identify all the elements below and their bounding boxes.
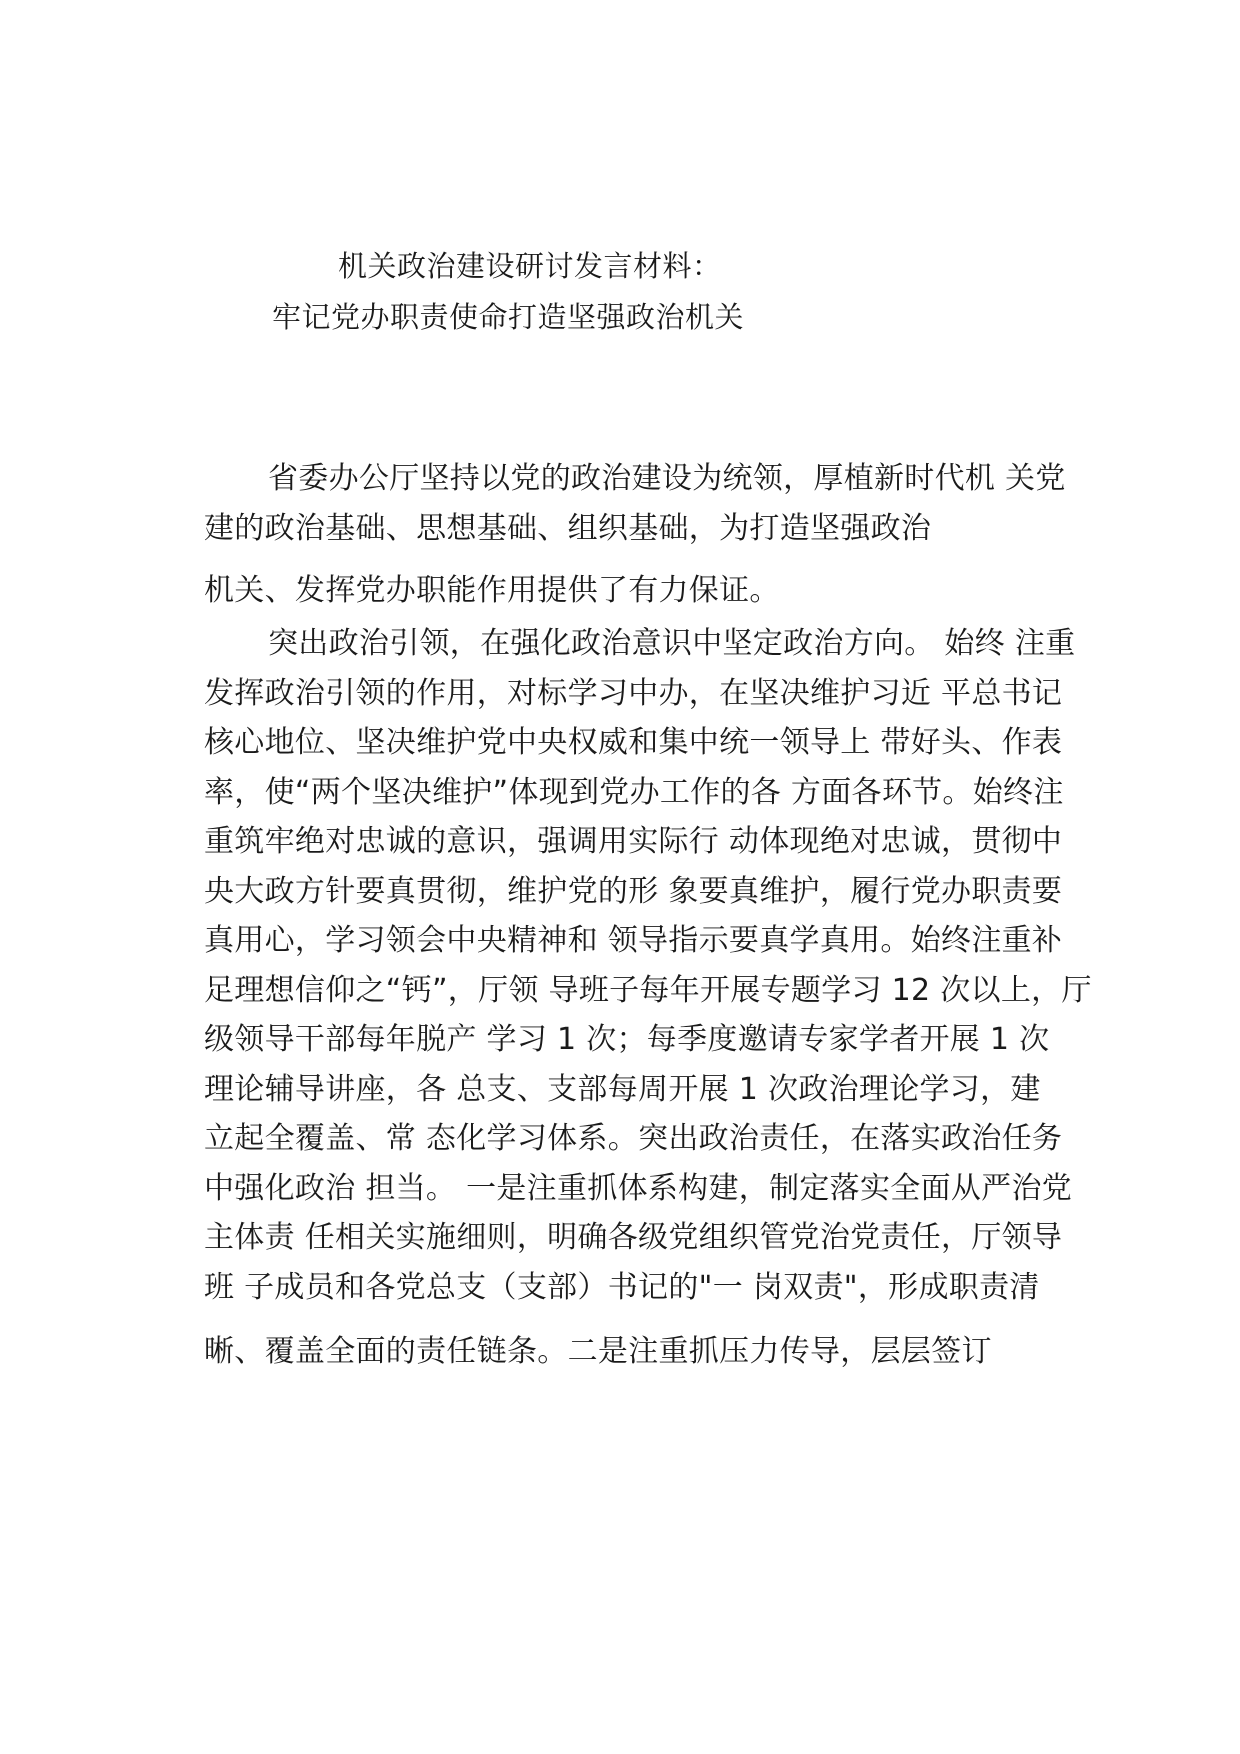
body-line: 突出政治引领，在强化政治意识中坚定政治方向。 始终 注重 [268,626,1076,661]
body-line: 班 子成员和各党总支（支部）书记的"一 岗双责"，形成职责清 [204,1270,1040,1305]
document-title-line-2: 牢记党办职责使命打造坚强政治机关 [272,300,745,334]
body-line: 央大政方针要真贯彻，维护党的形 象要真维护，履行党办职责要 [204,874,1063,909]
body-line: 立起全覆盖、常 态化学习体系。突出政治责任，在落实政治任务 [204,1121,1063,1156]
body-line: 晰、覆盖全面的责任链条。二是注重抓压力传导，层层签订 [204,1334,992,1369]
body-line: 率，使“两个坚决维护”体现到党办工作的各 方面各环节。始终注 [204,775,1064,810]
body-line: 发挥政治引领的作用，对标学习中办，在坚决维护习近 平总书记 [204,676,1063,711]
body-line: 核心地位、坚决维护党中央权威和集中统一领导上 带好头、作表 [204,725,1063,760]
body-line: 主体责 任相关实施细则，明确各级党组织管党治党责任，厅领导 [204,1220,1063,1255]
body-line: 理论辅导讲座，各 总支、支部每周开展 1 次政治理论学习，建 [204,1072,1041,1107]
body-line: 足理想信仰之“钙”，厅领 导班子每年开展专题学习 12 次以上，厅 [204,973,1092,1008]
body-line: 级领导干部每年脱产 学习 1 次；每季度邀请专家学者开展 1 次 [204,1022,1050,1057]
document-title-line-1: 机关政治建设研讨发言材料： [338,249,722,283]
body-line: 重筑牢绝对忠诚的意识，强调用实际行 动体现绝对忠诚，贯彻中 [204,824,1063,859]
body-line: 机关、发挥党办职能作用提供了有力保证。 [204,573,780,608]
body-line: 真用心，学习领会中央精神和 领导指示要真学真用。始终注重补 [204,923,1063,958]
body-line: 中强化政治 担当。 一是注重抓体系构建，制定落实全面从严治党 [204,1171,1073,1206]
body-line: 建的政治基础、思想基础、组织基础，为打造坚强政治 [204,511,932,546]
body-line: 省委办公厅坚持以党的政治建设为统领，厚植新时代机 关党 [268,461,1066,496]
